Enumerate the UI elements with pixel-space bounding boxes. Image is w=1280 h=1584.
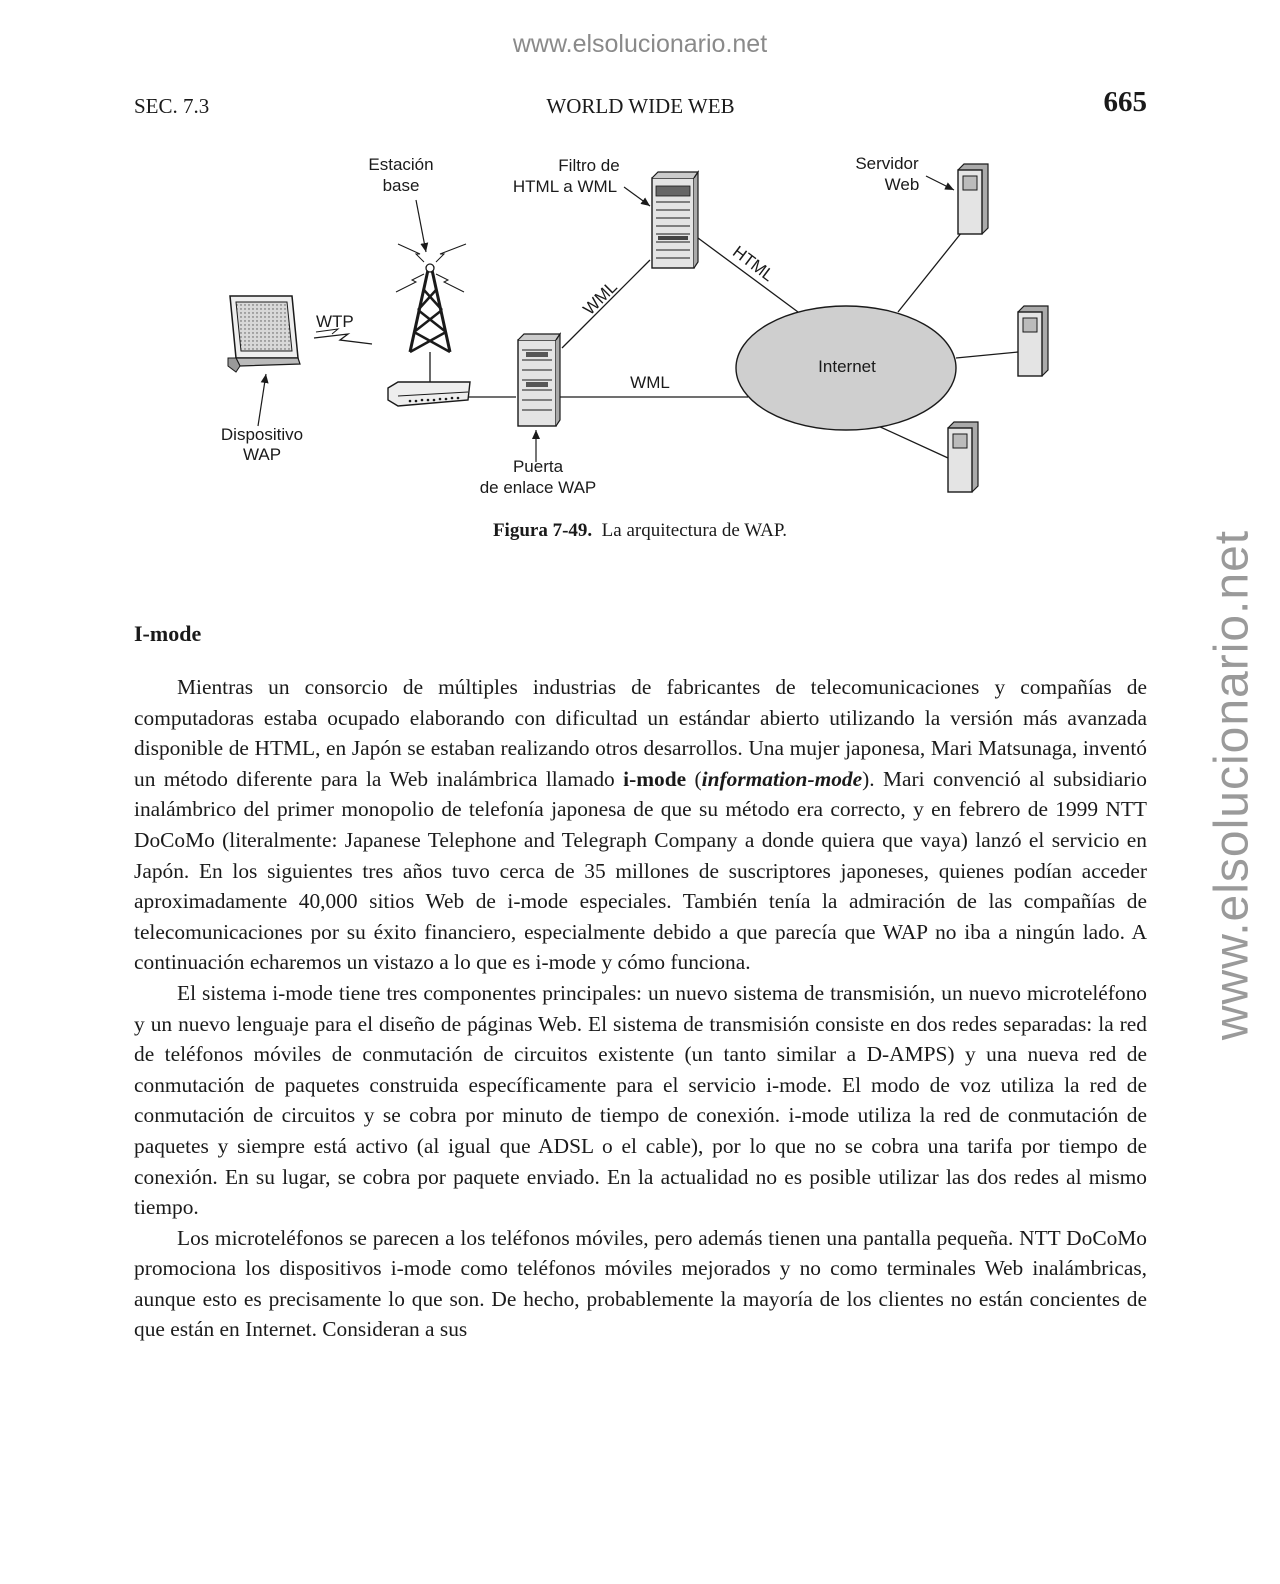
web-server-icon [948,422,978,492]
label-wml-diagonal: WML [579,277,621,319]
label-wtp: WTP [316,312,354,331]
web-server-icon [1018,306,1048,376]
page-header [134,86,1147,126]
section-number: SEC. 7.3 [134,94,210,118]
figure-caption [0,520,1280,542]
caption-text: La arquitectura de WAP. [601,520,788,541]
wap-architecture-figure [0,140,1280,520]
gateway-server-icon [518,334,560,426]
paragraph: Mientras un consorcio de múltiples industrias de fabricantes de telecomunicaciones y compañías de computadoras estaba ocupado elaborando con dificultad un estándar abierto utilizando la versión más avanzada disponible de HTML, en Japón se estaban realizando otros desarrollos. Una mujer japonesa, Mari Matsunaga, inventó un método diferente para la Web inalámbrica llamado i-mode (information-mode). Mari convenció al subsidiario inalámbrico del primer monopolio de telefonía japonesa de que su método era correcto, y en febrero de 1999 NTT DoCoMo (literalmente: Japanese Telephone and Telegraph Company a donde quiera que vaya) lanzó el servicio en Japón. En los siguientes tres años tuvo cerca de 35 millones de suscriptores japoneses, quienes podían acceder aproximadamente 40,000 sitios Web de i-mode especiales. También tenía la admiración de las compañías de telecomunicaciones por su éxito financiero, especialmente debido a que parecía que WAP no iba a ningún lado. A continuación echaremos un vistazo a lo que es i-mode y cómo funciona. [134,675,1147,975]
term-imode: i-mode [623,766,687,791]
label-gateway-line2: de enlace WAP [479,478,597,497]
filter-server-icon [652,172,698,268]
router-icon [388,382,470,406]
page-number: 665 [1103,86,1147,118]
body-text [134,672,1147,1345]
label-internet: Internet [818,357,876,376]
label-web-server-line2: Web [884,175,920,194]
label-web-server-line1: Servidor [855,154,919,173]
arrow-filter [624,187,650,206]
label-device-line2: WAP [242,445,282,464]
arrow-web-server [926,176,954,190]
caption-number: Figura 7-49. [492,520,593,541]
watermark-top: www.elsolucionario.net [512,30,768,58]
label-base-station-line2: base [382,176,420,195]
arrow-base-station [416,200,426,252]
label-filter-line2: HTML a WML [512,177,618,196]
section-heading: I-mode [134,621,202,646]
paragraph: El sistema i-mode tiene tres componentes principales: un nuevo sistema de transmisión, un nuevo microteléfono y un nuevo lenguaje para el diseño de páginas Web. El sistema de transmisión consiste en dos redes separadas: la red de teléfonos móviles de conmutación de circuitos existente (un tanto similar a D-AMPS) y una nueva red de conmutación de paquetes construida específicamente para el servicio i-mode. El modo de voz utiliza la red de conmutación de circuitos y se cobra por minuto de tiempo de conexión. i-mode utiliza la red de conmutación de paquetes y siempre está activo (al igual que ADSL o el cable), por lo que no se cobra una tarifa por tiempo de conexión. En su lugar, se cobra por paquete enviado. En la actualidad no es posible utilizar las dos redes al mismo tiempo. [134,980,1147,1220]
web-server-icon [958,164,988,234]
label-base-station-line1: Estación [368,155,434,174]
wap-architecture-diagram [0,140,1280,520]
label-html-diagonal: HTML [729,242,778,286]
link-internet-server3 [876,425,948,458]
watermark-side: www.elsolucionario.net [1205,529,1259,1041]
label-wml-horizontal: WML [630,373,670,392]
term-expansion: information-mode [701,766,863,791]
wireless-lightning-icon [314,334,372,344]
internet-cloud [736,306,956,430]
link-internet-server2 [956,352,1018,358]
arrow-device [258,374,266,426]
antenna-tower-icon [396,244,466,382]
laptop-icon [228,296,300,372]
label-device-line1: Dispositivo [220,425,304,444]
paragraph: Los microteléfonos se parecen a los teléfonos móviles, pero además tienen una pantalla pequeña. NTT DoCoMo promociona los dispositivos i-mode como teléfonos móviles mejorados y no como terminales Web inalámbricas, aunque esto es precisamente lo que son. De hecho, probablemente la mayoría de los clientes no están concientes de que están en Internet. Consideran a sus [134,1225,1147,1342]
label-gateway-line1: Puerta [512,457,564,476]
label-filter-line1: Filtro de [558,156,620,175]
running-title: WORLD WIDE WEB [546,94,735,118]
link-internet-server1 [898,232,962,312]
